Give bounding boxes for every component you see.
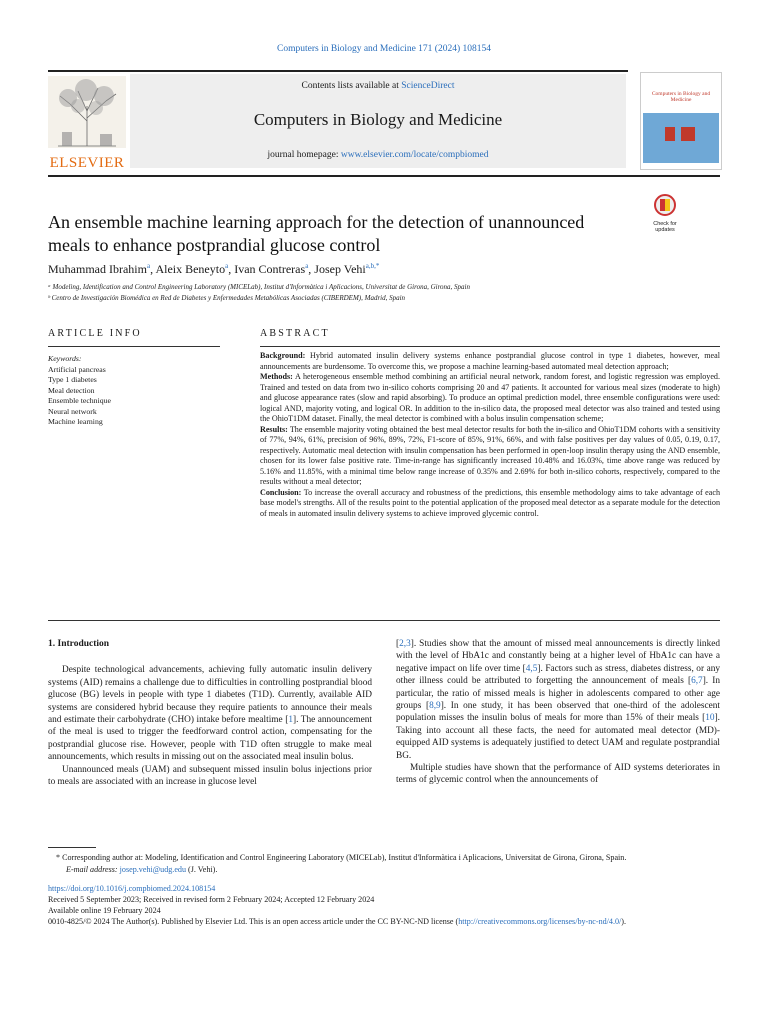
- abstract-conclusion: [260, 488, 720, 520]
- article-info-rule: [48, 346, 220, 347]
- homepage-prefix: journal homepage:: [267, 150, 341, 160]
- homepage-link[interactable]: www.elsevier.com/locate/compbiomed: [340, 150, 489, 160]
- text-fragment: [: [396, 639, 400, 649]
- citation-link[interactable]: 2,3: [399, 639, 411, 649]
- contents-prefix: Contents lists available at: [301, 81, 402, 91]
- conclusion-text: To increase the overall accuracy and robustness of the predictions, this ensemble methodology aims to take advantage of each base model's strengths. All of the results point to the potential application of the proposed meal detector as a separate module for the detection of meals in automated insulin delivery systems to achieve improved glycemic control.: [260, 487, 720, 518]
- email-link[interactable]: josep.vehi@udg.edu: [119, 865, 187, 874]
- available-online: Available online 19 February 2024: [48, 906, 161, 915]
- abstract-heading: ABSTRACT: [260, 328, 330, 339]
- text-fragment: ]. In one study, it has been observed that one-third of the adolescent population misses the insulin bolus of meals for more than 15% of their meals [: [396, 701, 720, 724]
- email-label: E-mail address:: [66, 865, 118, 874]
- keywords-label: Keywords:: [48, 354, 82, 363]
- journal-cover[interactable]: [640, 72, 722, 170]
- author-affil-sup[interactable]: a: [146, 262, 151, 270]
- title-line-1: An ensemble machine learning approach for the detection of unannounced: [48, 212, 585, 232]
- intro-right-column: [396, 638, 720, 787]
- intro-paragraph-2: Unannounced meals (UAM) and subsequent missed insulin bolus injections prior to meals are associated with an increase in glucose level: [48, 764, 372, 788]
- header-top-rule: [48, 70, 628, 72]
- license-line: [48, 916, 720, 927]
- license-suffix: ).: [621, 917, 627, 926]
- author-affil-sup[interactable]: a: [305, 262, 309, 270]
- methods-text: A heterogeneous ensemble method combining an artificial neural network, random forest, and logistic regression was employed. Trained and tested on data from two in-silico cohorts comprising 20 and 47 patients. It accounted for various meal sizes (moderate to high) and glucose appearance rates (slow and rapid absorbing). To produce an optimal prediction model, three ensemble configurations were used: logical AND, majority voting, and logical OR. In addition to the in-silico data, the proposed meal detector was also trained and tested using the OhioT1DM dataset. Finally, the meal detector is combined with a bolus insulin compensation scheme;: [260, 372, 720, 423]
- received-dates: Received 5 September 2023; Received in revised form 2 February 2024; Accepted 12 February 2024: [48, 895, 375, 904]
- author-affil-sup[interactable]: a: [225, 262, 229, 270]
- doi-link[interactable]: https://doi.org/10.1016/j.compbiomed.2024.108154: [48, 884, 216, 893]
- keyword: Artificial pancreas: [48, 364, 106, 374]
- text-fragment: ]. In particular, the ratio of missed meals is higher in adolescents compared to other age groups [: [396, 676, 720, 712]
- journal-header-box: [130, 74, 626, 168]
- elsevier-logo: [48, 76, 126, 171]
- author[interactable]: Ivan Contreras: [234, 262, 306, 276]
- check-updates-label: Check for updates: [653, 221, 677, 233]
- affiliation-b: ᵇ Centro de Investigación Biomédica en Red de Diabetes y Enfermedades Metabólicas Asociadas (CIBERDEM), Madrid, Spain: [48, 294, 406, 302]
- sciencedirect-link[interactable]: ScienceDirect: [401, 81, 455, 91]
- intro-heading: 1. Introduction: [48, 639, 110, 649]
- intro-right-paragraph-2: Multiple studies have shown that the performance of AID systems deteriorates in terms of glycemic control when the announcements of: [396, 763, 720, 786]
- keyword: Type 1 diabetes: [48, 375, 97, 384]
- citation-link[interactable]: 1: [288, 715, 293, 726]
- author-list: Muhammad Ibrahim$^a$, Aleix Beneyto$^a$, Ivan Contreras$^a$, Josep Vehi$^{a,b,*}$: [48, 262, 380, 276]
- author[interactable]: Aleix Beneyto: [155, 262, 226, 276]
- abstract-bottom-rule: [48, 620, 720, 621]
- intro-left-column: [48, 638, 372, 788]
- cover-title: Computers in Biology and Medicine: [651, 91, 711, 103]
- license-link[interactable]: http://creativecommons.org/licenses/by-nc-nd/4.0/: [458, 917, 622, 926]
- journal-reference[interactable]: Computers in Biology and Medicine 171 (2024) 108154: [277, 44, 491, 54]
- author-affil-sup[interactable]: a,b,*: [365, 262, 380, 270]
- check-updates-icon: [648, 194, 682, 216]
- abstract-results: [260, 425, 720, 488]
- keyword: Meal detection: [48, 385, 95, 395]
- citation-link[interactable]: 10: [705, 713, 715, 724]
- citation-link[interactable]: 4,5: [525, 663, 538, 674]
- author[interactable]: Muhammad Ibrahim: [48, 262, 147, 276]
- email-suffix: (J. Vehi).: [186, 865, 218, 874]
- abstract-methods: [260, 372, 720, 425]
- intro-right-paragraph-1: [396, 638, 720, 762]
- keyword: Neural network: [48, 406, 97, 416]
- intro-p1-text-a: Despite technological advancements, achieving fully automatic insulin delivery systems (AID) remains a challenge due to difficulties in controlling postprandial blood glucose (BG) levels in people with type 1 diabetes (T1D). Currently, available AID systems are considered hybrid because they require patients to announce their meals and estimate their carbohydrate (CHO) intake before mealtime [: [48, 665, 372, 726]
- conclusion-label: Conclusion:: [260, 487, 302, 497]
- publisher-name: ELSEVIER: [49, 155, 125, 171]
- abstract-rule: [260, 346, 720, 347]
- keyword: Machine learning: [48, 417, 103, 426]
- footnotes: [48, 852, 720, 927]
- methods-label: Methods:: [260, 372, 293, 381]
- affiliation-a: ᵃ Modeling, Identification and Control Engineering Laboratory (MICELab), Institut d'Informàtica i Aplicacions, Universitat de Girona, Girona, Spain: [48, 283, 470, 291]
- title-line-2: meals to enhance postprandial glucose control: [48, 235, 381, 255]
- contents-line: [130, 81, 626, 91]
- citation-link[interactable]: 6,7: [691, 676, 703, 687]
- check-updates-badge[interactable]: [648, 194, 682, 233]
- email-line: [48, 864, 720, 875]
- keyword: Ensemble technique: [48, 396, 112, 405]
- text-fragment: ]. Studies show that the amount of missed meal announcements is directly linked with the level of HbA1c and constantly being at a higher level of HbA1c can have a negative impact on life over time [: [396, 639, 720, 674]
- citation-link[interactable]: 8,9: [429, 701, 441, 712]
- cover-image: [643, 113, 719, 163]
- journal-name: Computers in Biology and Medicine: [253, 110, 503, 129]
- homepage-line: [130, 150, 626, 160]
- footnote-rule: [48, 847, 96, 848]
- results-text: The ensemble majority voting obtained the best meal detector results for both the in-silico and OhioT1DM cohorts with a sensitivity of 77%, 94%, 61%, precision of 96%, 89%, 72%, F1-score of 85%, 91%, 66%, and with false positives per day values of 0.05, 0.19, 0.17, respectively. Automatic meal detection with insulin compensation has been performed in open-loop insulin therapy using the AND ensemble, chosen for its lower false positive rate. Time-in-range has significantly increased 10.48% and 16.03%, time above range was reduced by 5.16% and 11.85%, with a minimal time below range increase of 0.35% and 2.69% for both in-silico cohorts, respectively, compared to the results without a meal detector;: [260, 424, 720, 486]
- results-label: Results:: [260, 424, 288, 434]
- license-prefix: 0010-4825/© 2024 The Author(s). Published by Elsevier Ltd. This is an open access article under the CC BY-NC-ND license (: [48, 917, 459, 926]
- intro-p1-text-b: ]. The announcement of the meal is used to trigger the feedforward control action, compensating for the postprandial glucose rise. However, people with T1D often struggle to make meal announcements, which results in missing out on the associated meal insulin bolus.: [48, 715, 372, 763]
- background-text: Hybrid automated insulin delivery systems enhance postprandial glucose control in type 1 diabetes, however, meal announcements are burdensome. To overcome this, we propose a machine learning-based automated meal detection approach;: [260, 351, 720, 371]
- author[interactable]: Josep Vehi: [314, 262, 366, 276]
- corresponding-author-note: * Corresponding author at: Modeling, Identification and Control Engineering Laboratory (MICELab), Institut d'Informàtica i Aplicacions, Universitat de Girona, Girona, Spain.: [56, 853, 627, 862]
- abstract-background: [260, 351, 720, 372]
- header-bottom-rule: [48, 175, 720, 177]
- text-fragment: ]. Factors such as stress, diabetes distress, or any other illness could be attributed to forgetting the announcement of meals [: [396, 663, 720, 687]
- text-fragment: ]. Taking into account all these facts, the need for automated meal detector (MD)-equipped AID systems is adequately justified to detect UAM and regulate postprandial BG.: [396, 713, 720, 761]
- affiliations: [48, 282, 728, 304]
- elsevier-tree-icon: [48, 76, 126, 148]
- keywords-block: [48, 354, 220, 428]
- background-label: Background:: [260, 351, 306, 360]
- abstract-body: [260, 351, 720, 519]
- article-title: [48, 211, 628, 257]
- article-info-heading: ARTICLE INFO: [48, 328, 142, 339]
- intro-paragraph-1: [48, 664, 372, 763]
